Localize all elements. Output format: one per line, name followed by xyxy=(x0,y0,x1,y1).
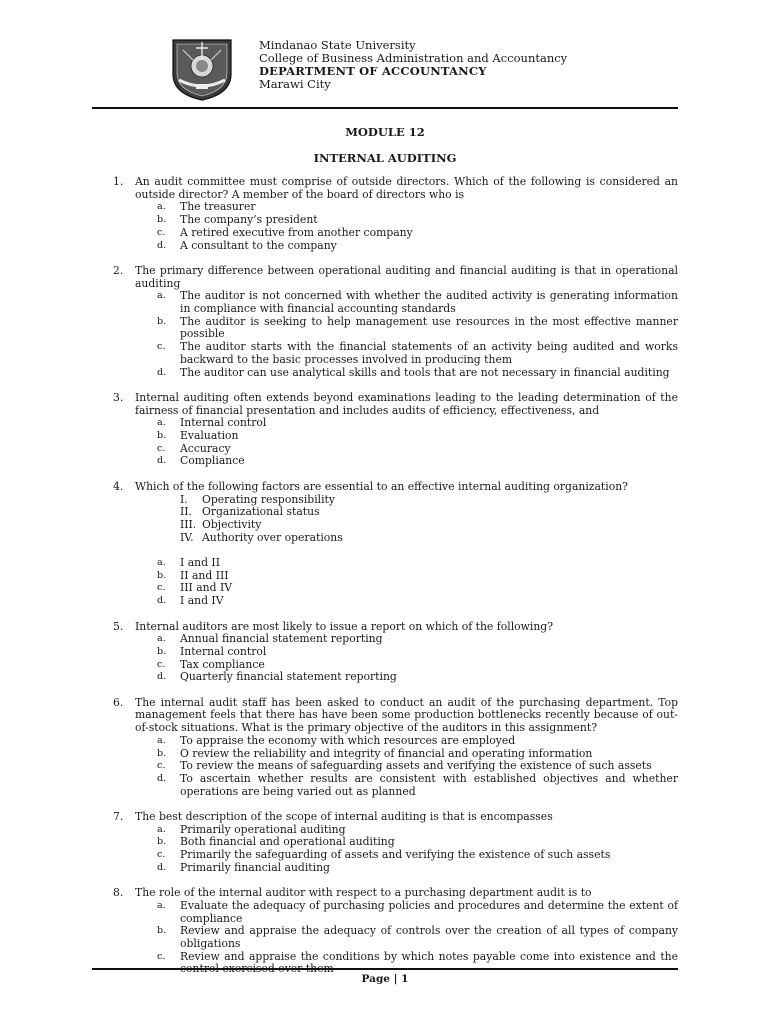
roman-text: Objectivity xyxy=(202,517,262,531)
choice-text: III and IV xyxy=(180,581,233,595)
city-name: Marawi City xyxy=(259,77,331,91)
choice-item xyxy=(135,900,678,925)
choice-text: Accuracy xyxy=(180,441,231,455)
topic-title: INTERNAL AUDITING xyxy=(313,151,457,165)
question-7 xyxy=(92,811,678,875)
choice-text: The auditor starts with the financial statements of an activity being audited and works backward to the basic processes involved in producing them xyxy=(180,340,678,366)
choice-letter: d. xyxy=(157,671,167,683)
choice-letter: c. xyxy=(157,658,166,670)
choice-letter: a. xyxy=(157,417,166,429)
choice-letter: b. xyxy=(157,925,167,937)
choice-text: Annual financial statement reporting xyxy=(180,632,383,646)
question-number: 1. xyxy=(113,175,124,188)
question-number: 6. xyxy=(113,695,124,709)
choice-text: Primarily financial auditing xyxy=(180,860,330,874)
roman-numeral: IV. xyxy=(180,530,194,544)
roman-text: Authority over operations xyxy=(202,530,343,544)
choice-letter: c. xyxy=(157,849,166,861)
choice-text: O review the reliability and integrity of financial and operating information xyxy=(180,746,593,760)
choice-letter: d. xyxy=(157,861,167,873)
choice-list xyxy=(135,557,678,608)
choice-letter: c. xyxy=(157,582,166,594)
choice-letter: c. xyxy=(157,341,166,353)
question-number: 2. xyxy=(113,263,124,277)
choice-item xyxy=(135,773,678,798)
roman-factor-list xyxy=(135,494,678,545)
choice-text: II and III xyxy=(180,568,229,582)
choice-text: I and IV xyxy=(180,594,224,608)
choice-letter: b. xyxy=(157,315,167,327)
choice-letter: d. xyxy=(157,366,167,378)
question-4 xyxy=(92,481,678,608)
choice-letter: b. xyxy=(157,569,167,581)
choice-letter: d. xyxy=(157,595,167,607)
choice-text: The auditor can use analytical skills and tools that are not necessary in financial auditing xyxy=(180,365,670,379)
choice-text: The company’s president xyxy=(180,213,318,227)
choice-text: Review and appraise the adequacy of controls over the creation of all types of company obligations xyxy=(180,924,678,951)
question-stem: Internal auditors are most likely to issue a report on which of the following? xyxy=(135,619,554,633)
choice-item xyxy=(135,925,678,950)
roman-item xyxy=(135,532,678,545)
question-number: 8. xyxy=(113,886,124,900)
choice-text: The treasurer xyxy=(180,200,256,214)
choice-text: A consultant to the company xyxy=(180,238,337,252)
choice-text: Primarily operational auditing xyxy=(180,822,346,836)
choice-text: Internal control xyxy=(180,416,267,430)
roman-numeral: II. xyxy=(180,505,192,519)
choice-letter: c. xyxy=(157,226,166,238)
choice-list xyxy=(135,417,678,468)
choice-text: Both financial and operational auditing xyxy=(180,835,395,849)
choice-item xyxy=(135,862,678,875)
question-list xyxy=(92,176,678,989)
university-seal-logo xyxy=(167,36,237,102)
question-5 xyxy=(92,621,678,685)
choice-text: Evaluate the adequacy of purchasing policies and procedures and determine the extent of compliance xyxy=(180,898,678,925)
footer-divider xyxy=(92,968,678,970)
choice-letter: a. xyxy=(157,899,166,911)
choice-text: To appraise the economy with which resources are employed xyxy=(180,733,516,747)
choice-text: Compliance xyxy=(180,454,245,468)
choice-letter: d. xyxy=(157,239,167,251)
choice-letter: c. xyxy=(157,950,166,962)
question-8 xyxy=(92,887,678,976)
page-label: Page xyxy=(361,973,390,985)
choice-list xyxy=(135,735,678,799)
department-name: DEPARTMENT OF ACCOUNTANCY xyxy=(259,64,487,78)
university-name: Mindanao State University xyxy=(259,38,416,52)
page-separator: | xyxy=(393,973,398,985)
choice-letter: b. xyxy=(157,214,167,226)
choice-list xyxy=(135,201,678,252)
choice-text: I and II xyxy=(180,556,220,570)
question-stem: The role of the internal auditor with respect to a purchasing department audit is to xyxy=(135,886,592,900)
question-6 xyxy=(92,697,678,799)
choice-letter: c. xyxy=(157,442,166,454)
choice-text: The auditor is not concerned with whether the audited activity is generating information in compliance with financial accounting standards xyxy=(180,289,678,316)
question-2 xyxy=(92,265,678,379)
choice-letter: a. xyxy=(157,633,166,645)
question-stem: Which of the following factors are essential to an effective internal auditing organization? xyxy=(135,479,628,493)
institution-header xyxy=(259,39,567,91)
choice-text: To ascertain whether results are consistent with established objectives and whether operations are being varied out as planned xyxy=(180,771,678,798)
question-number: 3. xyxy=(113,390,124,404)
question-stem: An audit committee must comprise of outside directors. Which of the following is considered an outside director? A member of the board of directors who is xyxy=(135,175,678,201)
question-number: 4. xyxy=(113,479,124,493)
question-stem: The best description of the scope of internal auditing is that is encompasses xyxy=(135,810,553,824)
choice-list xyxy=(135,900,678,976)
choice-text: Primarily the safeguarding of assets and verifying the existence of such assets xyxy=(180,848,611,862)
question-stem: The internal audit staff has been asked to conduct an audit of the purchasing department. Top management feels that there has have been some production bottlenecks recently because of out-of-stock situations. What is the primary objective of the auditors in this assignment? xyxy=(135,695,678,735)
choice-text: Review and appraise the conditions by which notes payable come into existence and the xyxy=(180,949,678,963)
choice-letter: a. xyxy=(157,734,166,746)
choice-text: The auditor is seeking to help management use resources in the most effective manner possible xyxy=(180,314,678,341)
question-1 xyxy=(92,176,678,252)
choice-letter: a. xyxy=(157,823,166,835)
choice-letter: d. xyxy=(157,772,167,784)
choice-letter: a. xyxy=(157,557,166,569)
choice-item xyxy=(135,290,678,315)
choice-letter: a. xyxy=(157,201,166,213)
choice-item xyxy=(135,240,678,253)
choice-item xyxy=(135,671,678,684)
choice-list xyxy=(135,290,678,379)
choice-text: A retired executive from another company xyxy=(180,225,413,239)
page-number: 1 xyxy=(401,973,409,985)
roman-text: Organizational status xyxy=(202,505,320,519)
page-footer xyxy=(92,973,678,985)
choice-item xyxy=(135,455,678,468)
module-title: MODULE 12 xyxy=(345,125,425,139)
choice-text: Tax compliance xyxy=(180,657,265,671)
choice-letter: b. xyxy=(157,645,167,657)
choice-list xyxy=(135,633,678,684)
choice-item xyxy=(135,316,678,341)
choice-item xyxy=(135,367,678,380)
question-number: 7. xyxy=(113,810,124,824)
choice-letter: b. xyxy=(157,836,167,848)
choice-list xyxy=(135,824,678,875)
question-stem: Internal auditing often extends beyond examinations leading to the leading determination of the fairness of financial presentation and includes audits of efficiency, effectiveness, and xyxy=(135,390,678,417)
choice-letter: b. xyxy=(157,747,167,759)
choice-letter: a. xyxy=(157,290,166,302)
college-name: College of Business Administration and Accountancy xyxy=(259,51,568,65)
roman-numeral: I. xyxy=(180,492,188,506)
roman-numeral: III. xyxy=(180,517,197,531)
choice-letter: b. xyxy=(157,430,167,442)
choice-text: Quarterly financial statement reporting xyxy=(180,670,397,684)
choice-text: To review the means of safeguarding assets and verifying the existence of such assets xyxy=(180,759,652,773)
choice-text: Evaluation xyxy=(180,429,239,443)
question-stem: The primary difference between operational auditing and financial auditing is that in operational auditing xyxy=(135,263,678,290)
question-number: 5. xyxy=(113,619,124,633)
choice-item xyxy=(135,341,678,366)
header-divider xyxy=(92,107,678,109)
choice-item xyxy=(135,595,678,608)
question-3 xyxy=(92,392,678,468)
choice-text: Internal control xyxy=(180,644,267,658)
roman-text: Operating responsibility xyxy=(202,492,335,506)
choice-letter: c. xyxy=(157,760,166,772)
choice-letter: d. xyxy=(157,455,167,467)
